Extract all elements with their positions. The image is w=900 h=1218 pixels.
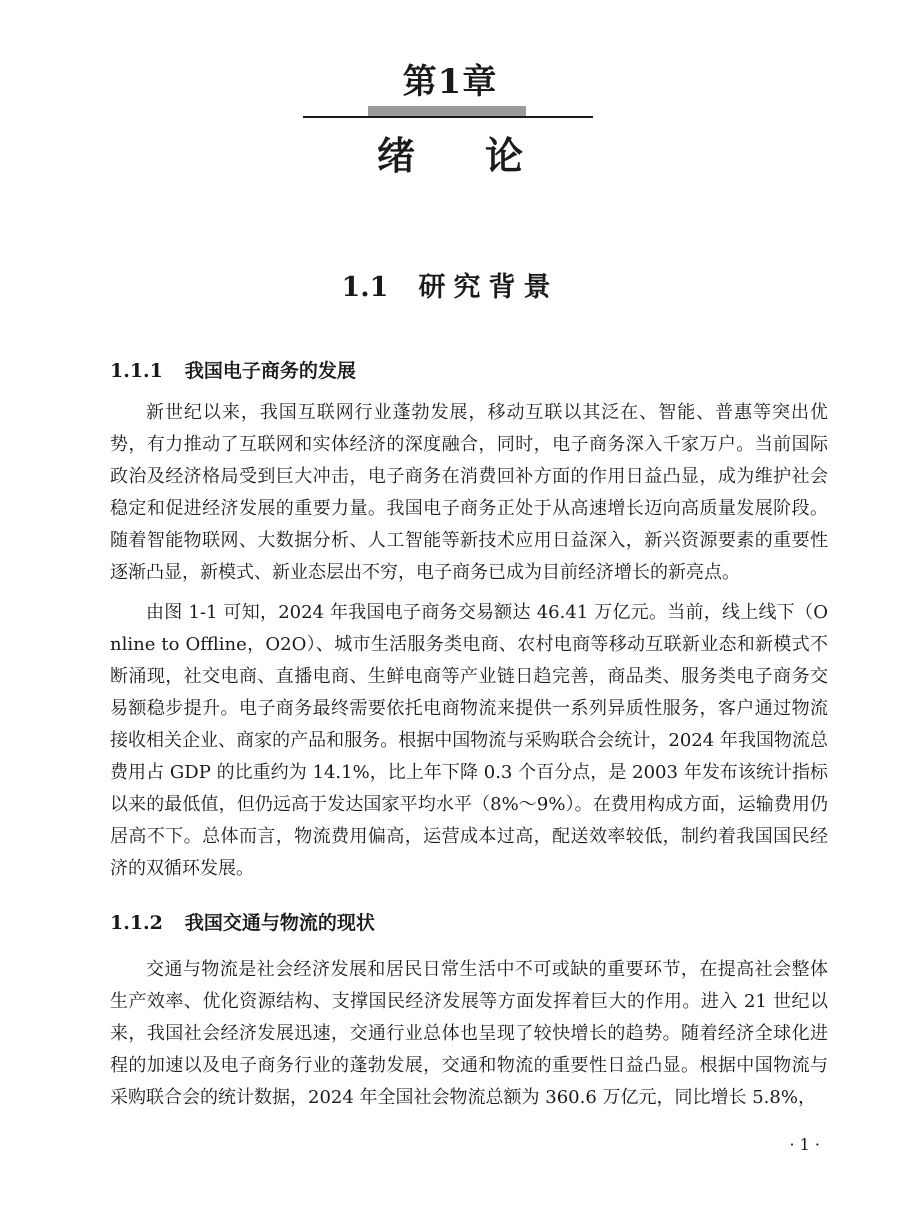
subsection-heading-1 bbox=[110, 356, 356, 386]
chapter-rule bbox=[303, 116, 593, 118]
paragraph: 由图 1-1 可知，2024 年我国电子商务交易额达 46.41 万亿元。当前，线上线下（Online to Offline，O2O）、城市生活服务类电商、农村电商等移动互联新业态和新模式不断涌现，社交电商、直播电商、生鲜电商等产业链日趋完善，商品类、服务类电子商务交易额稳步提升。电子商务最终需要依托电商物流来提供一系列异质性服务，客户通过物流接收相关企业、商家的产品和服务。根据中国物流与采购联合会统计，2024 年我国物流总费用占 GDP 的比重约为 14.1%，比上年下降 0.3 个百分点，是 2003 年发布该统计指标以来的最低值，但仍远高于发达国家平均水平（8%～9%）。在费用构成方面，运输费用仍居高不下。总体而言，物流费用偏高，运营成本过高，配送效率较低，制约着我国国民经济的双循环发展。 bbox=[110, 602, 828, 879]
chapter-label: 第1章 bbox=[402, 62, 498, 102]
subsection-number: 1.1.1 bbox=[110, 360, 163, 382]
subsection-title: 我国电子商务的发展 bbox=[184, 360, 356, 382]
chapter-decor-bar bbox=[368, 106, 526, 116]
section-heading bbox=[0, 268, 900, 308]
page-number: · 1 · bbox=[789, 1135, 820, 1154]
subsection-heading-2 bbox=[110, 908, 375, 938]
paragraph: 交通与物流是社会经济发展和居民日常生活中不可或缺的重要环节，在提高社会整体生产效率、优化资源结构、支撑国民经济发展等方面发挥着巨大的作用。进入 21 世纪以来，我国社会经济发展迅速，交通行业总体也呈现了较快增长的趋势。随着经济全球化进程的加速以及电子商务行业的蓬勃发展，交通和物流的重要性日益凸显。根据中国物流与采购联合会的统计数据，2024 年全国社会物流总额为 360.6 万亿元，同比增长 5.8%， bbox=[110, 959, 828, 1108]
section-number: 1.1 bbox=[341, 272, 389, 303]
chapter-title: 绪论 bbox=[376, 133, 593, 178]
subsection-number: 1.1.2 bbox=[110, 912, 163, 934]
subsection-title: 我国交通与物流的现状 bbox=[184, 912, 375, 934]
paragraph: 新世纪以来，我国互联网行业蓬勃发展，移动互联以其泛在、智能、普惠等突出优势，有力推动了互联网和实体经济的深度融合，同时，电子商务深入千家万户。当前国际政治及经济格局受到巨大冲击，电子商务在消费回补方面的作用日益凸显，成为维护社会稳定和促进经济发展的重要力量。我国电子商务正处于从高速增长迈向高质量发展阶段。随着智能物联网、大数据分析、人工智能等新技术应用日益深入，新兴资源要素的重要性逐渐凸显，新模式、新业态层出不穷，电子商务已成为目前经济增长的新亮点。 bbox=[110, 402, 828, 583]
section-title: 研究背景 bbox=[418, 272, 559, 303]
